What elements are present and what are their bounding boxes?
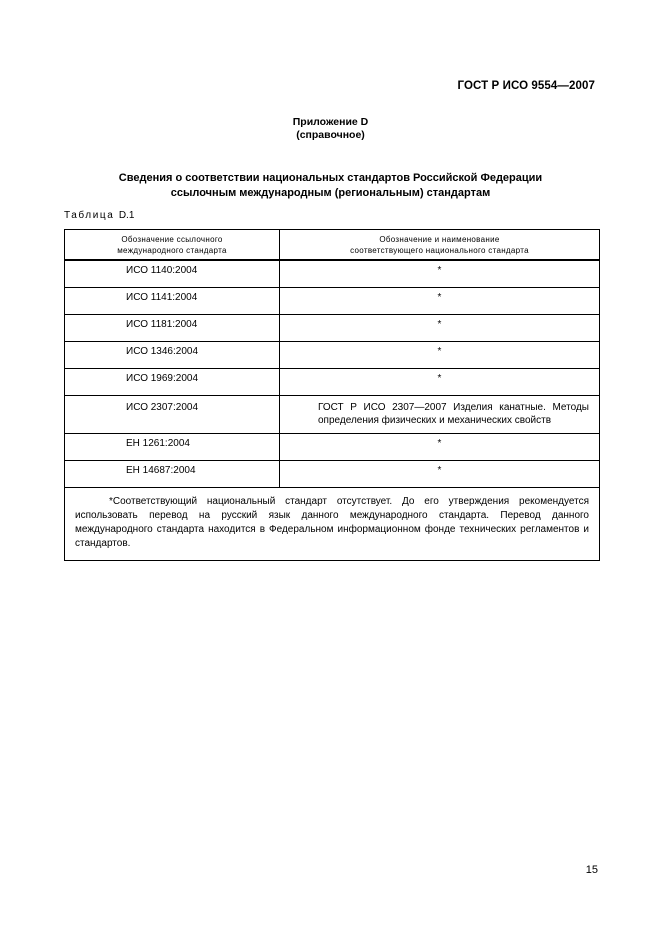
table-row — [65, 461, 600, 488]
reference-standard-cell: ИСО 1181:2004 — [65, 315, 280, 342]
table-row — [65, 288, 600, 315]
reference-standard-cell: ИСО 1346:2004 — [65, 342, 280, 369]
annex-block — [0, 116, 661, 142]
reference-standard-cell: ЕН 14687:2004 — [65, 461, 280, 488]
national-standard-cell: * — [280, 260, 600, 288]
national-standard-cell: * — [280, 461, 600, 488]
column-header-reference-line1: Обозначение ссылочного — [121, 234, 223, 244]
page-number: 15 — [585, 864, 598, 876]
table-row — [65, 342, 600, 369]
reference-standard-cell: ИСО 2307:2004 — [65, 396, 280, 434]
table-label — [64, 210, 134, 221]
table-footnote-row — [65, 488, 600, 561]
table-row — [65, 315, 600, 342]
table-label-word: Таблица — [64, 210, 115, 221]
standards-table — [64, 229, 600, 561]
national-standard-cell: * — [280, 369, 600, 396]
column-header-national-line1: Обозначение и наименование — [379, 234, 500, 244]
national-standard-cell: ГОСТ Р ИСО 2307—2007 Изделия канатные. Методы определения физических и механических свойств — [280, 396, 600, 434]
national-standard-cell: * — [280, 315, 600, 342]
table-label-number: D.1 — [118, 210, 135, 221]
section-heading — [0, 171, 661, 201]
column-header-national-line2: соответствующего национального стандарта — [350, 245, 529, 255]
national-standard-cell: * — [280, 434, 600, 461]
table-footnote: *Соответствующий национальный стандарт отсутствует. До его утверждения рекомендуется использовать перевод на русский язык данного международного стандарта. Перевод данного международного стандарта находится в Федеральном информационном фонде технических регламентов и стандартов. — [65, 488, 600, 561]
table-row — [65, 369, 600, 396]
annex-subtitle: (справочное) — [296, 129, 365, 141]
document-code: ГОСТ Р ИСО 9554—2007 — [457, 80, 595, 92]
reference-standard-cell: ЕН 1261:2004 — [65, 434, 280, 461]
reference-standard-cell: ИСО 1141:2004 — [65, 288, 280, 315]
reference-standard-cell: ИСО 1140:2004 — [65, 260, 280, 288]
national-standard-cell: * — [280, 288, 600, 315]
section-heading-line1: Сведения о соответствии национальных стандартов Российской Федерации — [118, 172, 543, 184]
section-heading-line2: ссылочным международным (региональным) стандартам — [170, 187, 491, 199]
table-row — [65, 434, 600, 461]
reference-standard-cell: ИСО 1969:2004 — [65, 369, 280, 396]
table-row — [65, 260, 600, 288]
table-row — [65, 396, 600, 434]
column-header-national — [280, 230, 600, 261]
column-header-reference — [65, 230, 280, 261]
annex-title: Приложение D — [292, 116, 369, 128]
national-standard-cell: * — [280, 342, 600, 369]
column-header-reference-line2: международного стандарта — [117, 245, 227, 255]
table-header-row — [65, 230, 600, 261]
